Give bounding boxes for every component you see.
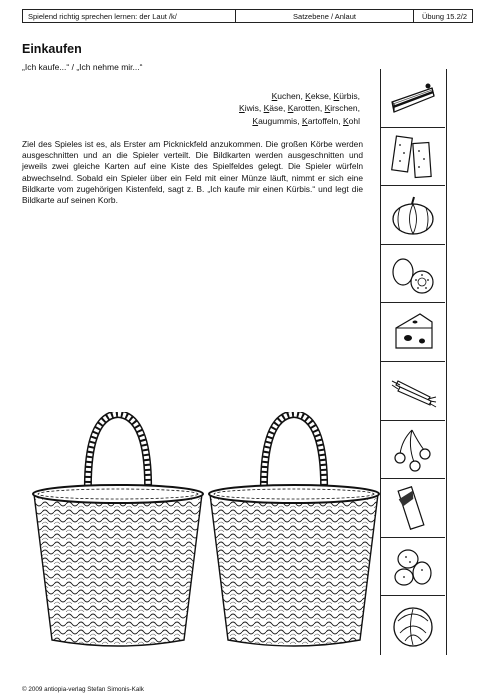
page-subtitle: „Ich kaufe...“ / „Ich nehme mir...“ [22,62,143,72]
biscuits-icon [388,133,438,181]
card-kiwi [381,245,445,304]
word-line-2: Kiwis, Käse, Karotten, Kirschen, [239,103,360,114]
header-series-title: Spielend richtig sprechen lernen: der Laut /k/ [23,10,236,22]
cabbage-icon [388,601,438,649]
card-potatoes [381,538,445,597]
chewing-gum-icon [388,484,438,532]
page-title: Einkaufen [22,42,82,56]
word-line-1: Kuchen, Kekse, Kürbis, [271,91,360,101]
word-line-3: Kaugummis, Kartoffeln, Kohl [252,115,360,126]
card-cherries [381,421,445,480]
cheese-icon [388,308,438,356]
header-level: Satzebene / Anlaut [236,10,414,22]
card-chewing-gum [381,479,445,538]
pumpkin-icon [388,191,438,239]
description-text: Ziel des Spieles ist es, als Erster am Picknickfeld anzukommen. Die großen Körbe werden ausgeschnitten und an die Spieler verteilt. Die Bildkarten werden ausgeschnitten und jeweils zwei gleiche Karten auf eine Kiste des Spielfeldes gelegt. Die Spieler würfeln abwechselnd. Sobald ein Spieler über ein Feld mit einer Münze läuft, nimmt er sich eine Bildkarte vom zugehörigen Kistenfeld, sagt z. B. „Ich kaufe mir einen Kürbis.“ und legt die Bildkarte auf seinen Korb. [22,139,363,206]
potatoes-icon [388,543,438,591]
cake-icon [388,74,438,122]
cherries-icon [388,426,438,474]
basket-left [30,412,208,652]
kiwi-icon [388,250,438,298]
card-cabbage [381,596,445,655]
card-cheese [381,303,445,362]
page-header [22,9,473,23]
basket-right [206,412,384,652]
card-cake [381,69,445,128]
picture-card-strip [380,69,447,655]
header-exercise-number: Übung 15.2/2 [421,12,467,21]
copyright-footer: © 2009 antiopia-verlag Stefan Simonis-Kalk [22,686,144,693]
game-description [22,139,363,206]
carrots-icon [388,367,438,415]
word-list [200,90,360,127]
card-biscuits [381,128,445,187]
card-pumpkin [381,186,445,245]
card-carrots [381,362,445,421]
